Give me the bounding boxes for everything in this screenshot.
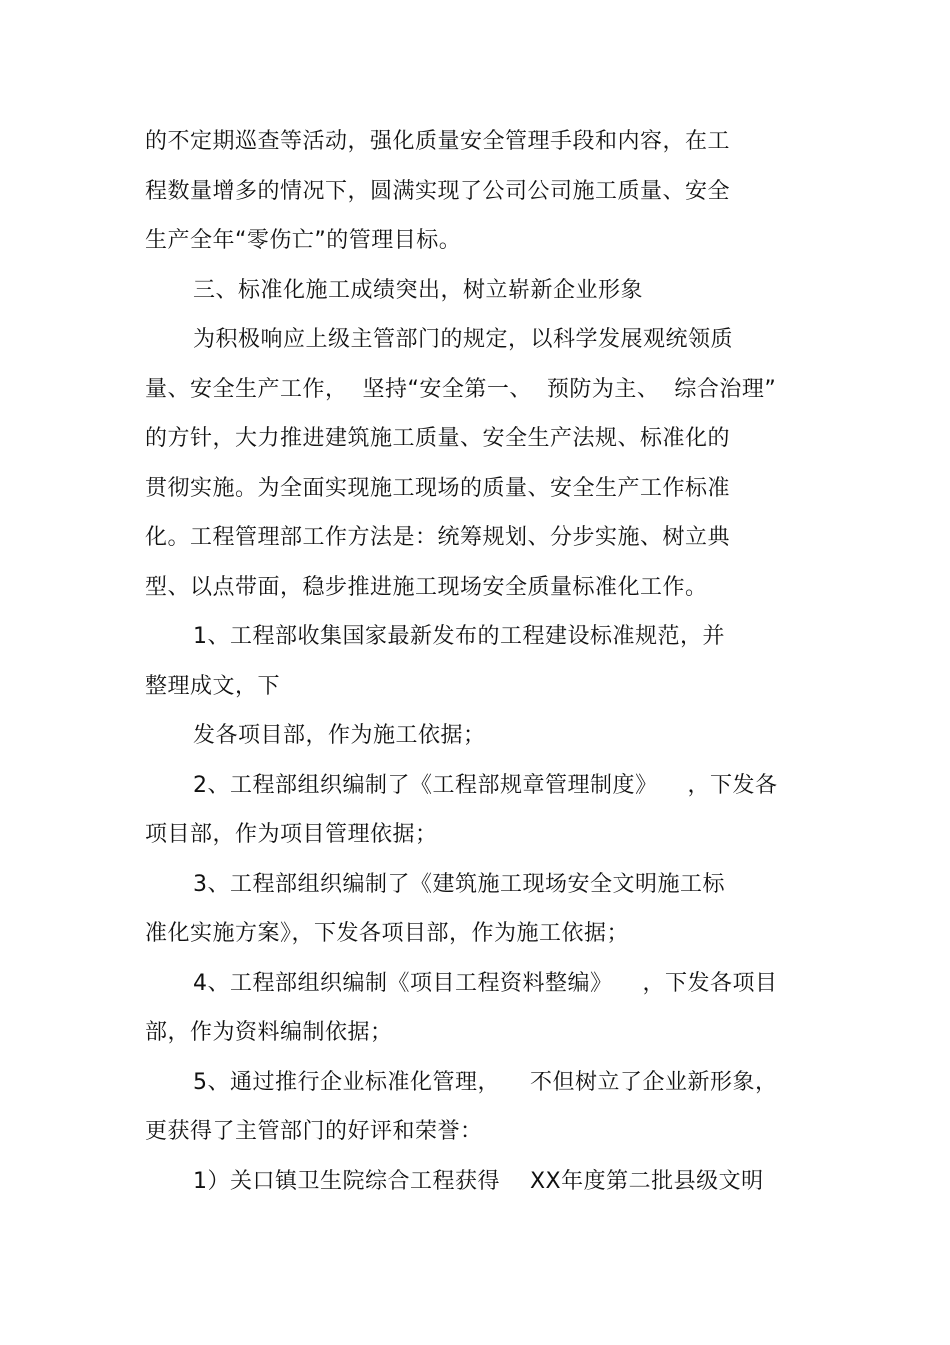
text-line: 准化实施方案》，下发各项目部，作为施工依据； — [145, 921, 630, 946]
text-line: 更获得了主管部门的好评和荣誉： — [145, 1119, 483, 1144]
text-line: 的不定期巡查等活动，强化质量安全管理手段和内容，在工 — [145, 129, 731, 154]
text-line: 整理成文，下 — [145, 674, 281, 699]
list-item: 1）关口镇卫生院综合工程获得 XX年度第二批县级文明 — [193, 1169, 764, 1194]
text-line: 化。工程管理部工作方法是：统筹规划、分步实施、树立典 — [145, 525, 731, 550]
text-line: 项目部，作为项目管理依据； — [145, 822, 438, 847]
text-line: 的方针，大力推进建筑施工质量、安全生产法规、标准化的 — [145, 426, 731, 451]
list-item: 3、工程部组织编制了《建筑施工现场安全文明施工标 — [193, 872, 725, 897]
section-heading: 三、标准化施工成绩突出，树立崭新企业形象 — [193, 278, 644, 303]
list-item: 1、工程部收集国家最新发布的工程建设标准规范，并 — [193, 624, 725, 649]
text-line: 贯彻实施。为全面实现施工现场的质量、安全生产工作标准 — [145, 476, 731, 501]
text-line: 程数量增多的情况下，圆满实现了公司公司施工质量、安全 — [145, 179, 731, 204]
text-line: 量、安全生产工作， 坚持“安全第一、 预防为主、 综合治理” — [145, 377, 777, 402]
text-line: 发各项目部，作为施工依据； — [193, 723, 486, 748]
list-item: 2、工程部组织编制了《工程部规章管理制度》 ，下发各 — [193, 773, 778, 798]
list-item: 4、工程部组织编制《项目工程资料整编》 ，下发各项目 — [193, 971, 778, 996]
text-line: 生产全年“零伤亡”的管理目标。 — [145, 228, 462, 253]
list-item: 5、通过推行企业标准化管理， 不但树立了企业新形象， — [193, 1070, 778, 1095]
text-line: 部，作为资料编制依据； — [145, 1020, 393, 1045]
text-line: 型、以点带面，稳步推进施工现场安全质量标准化工作。 — [145, 575, 708, 600]
text-line: 为积极响应上级主管部门的规定，以科学发展观统领质 — [193, 327, 734, 352]
